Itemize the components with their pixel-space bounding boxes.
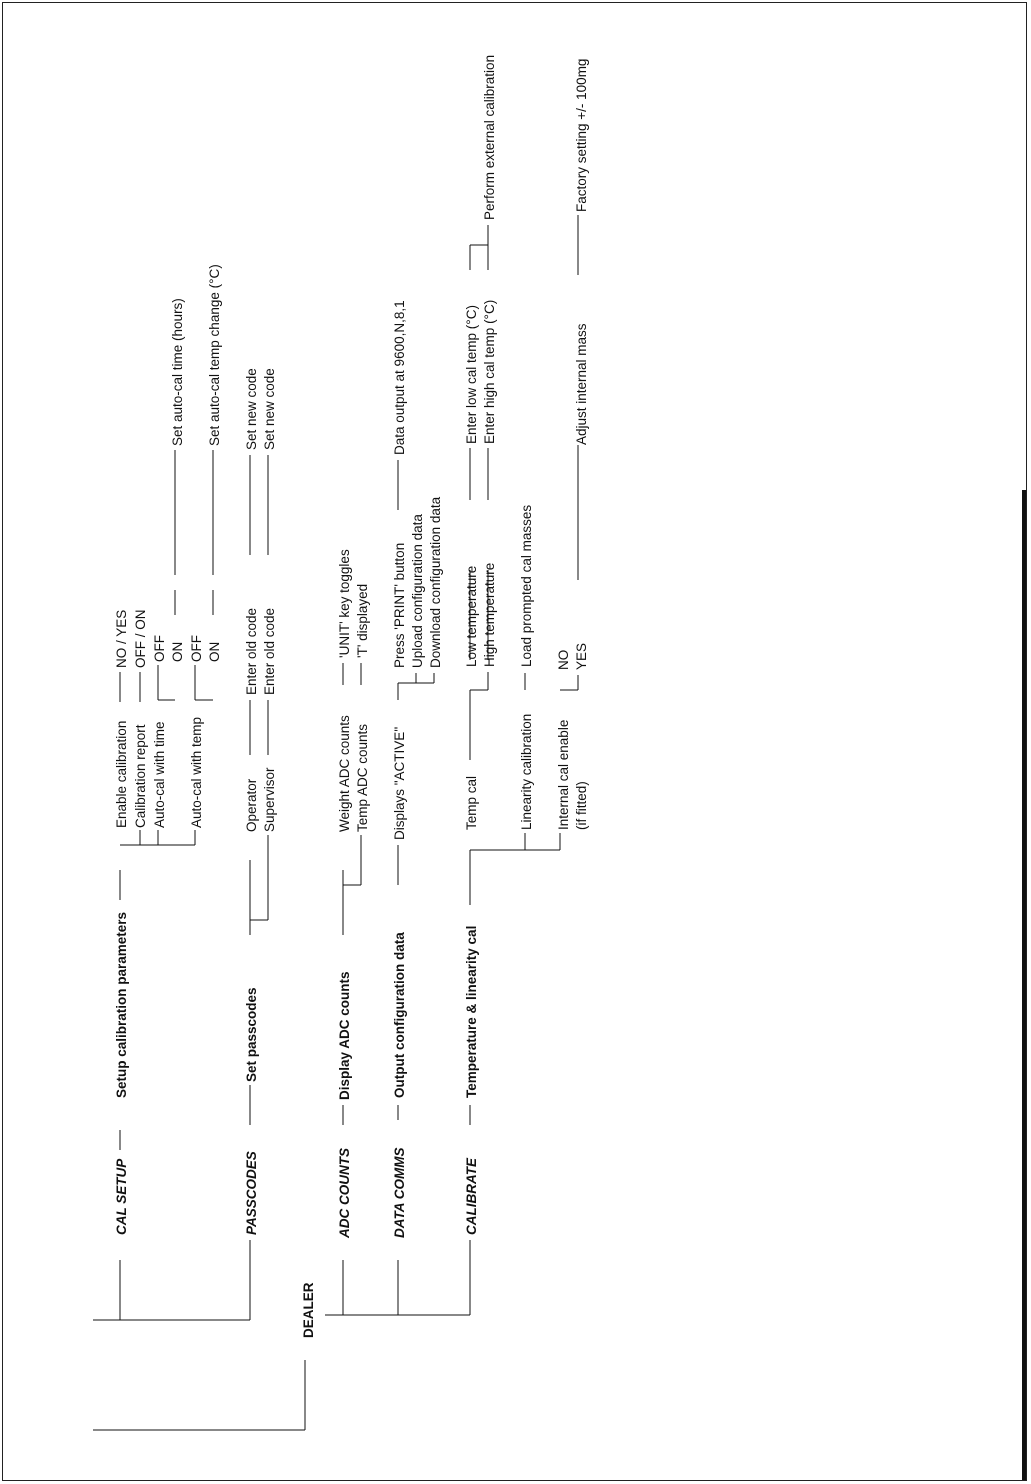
cal-setup-function-label: Setup calibration parameters bbox=[114, 911, 129, 1098]
if-fitted-label: (if fitted) bbox=[574, 781, 589, 830]
download-configuration-label: Download configuration data bbox=[428, 496, 443, 668]
calibrate-function-label: Temperature & linearity cal bbox=[464, 925, 479, 1098]
internal-no-option: NO bbox=[556, 649, 571, 670]
internal-cal-enable-label: Internal cal enable bbox=[556, 719, 571, 830]
cal-setup-menu-label: CAL SETUP bbox=[114, 1158, 129, 1235]
unit-key-toggles-note: 'UNIT' key toggles bbox=[337, 549, 352, 658]
data-comms-function-label: Output configuration data bbox=[392, 932, 407, 1098]
enter-low-cal-temp-label: Enter low cal temp (°C) bbox=[464, 305, 479, 444]
set-auto-cal-time-label: Set auto-cal time (hours) bbox=[170, 298, 185, 446]
passcodes-function-label: Set passcodes bbox=[244, 987, 259, 1082]
option-time-on: ON bbox=[170, 641, 185, 662]
adc-counts-function-label: Display ADC counts bbox=[337, 971, 352, 1100]
set-auto-cal-temp-change-label: Set auto-cal temp change (°C) bbox=[207, 264, 222, 446]
t-displayed-note: 'T' displayed bbox=[355, 583, 370, 658]
option-temp-on: ON bbox=[207, 641, 222, 662]
linearity-calibration-label: Linearity calibration bbox=[519, 713, 534, 830]
option-temp-off: OFF bbox=[189, 635, 204, 662]
upload-configuration-label: Upload configuration data bbox=[410, 514, 425, 668]
load-cal-masses-label: Load prompted cal masses bbox=[519, 504, 534, 667]
calibrate-menu-label: CALIBRATE bbox=[464, 1158, 479, 1235]
weight-adc-counts-label: Weight ADC counts bbox=[337, 715, 352, 832]
displays-active-label: Displays "ACTIVE" bbox=[392, 726, 407, 840]
option-off-on: OFF / ON bbox=[133, 609, 148, 668]
supervisor-enter-old-code: Enter old code bbox=[262, 607, 277, 695]
diagram-labels bbox=[114, 55, 589, 1338]
supervisor-label: Supervisor bbox=[262, 767, 277, 832]
root-dealer-label: DEALER bbox=[301, 1282, 316, 1338]
enable-calibration-label: Enable calibration bbox=[114, 720, 129, 828]
passcodes-menu-label: PASSCODES bbox=[244, 1151, 259, 1235]
low-temperature-label: Low temperature bbox=[464, 565, 479, 667]
auto-cal-temp-label: Auto-cal with temp bbox=[189, 716, 204, 828]
internal-yes-option: YES bbox=[574, 642, 589, 670]
calibration-report-label: Calibration report bbox=[133, 724, 148, 828]
adc-counts-menu-label: ADC COUNTS bbox=[337, 1148, 352, 1238]
perform-external-calibration-label: Perform external calibration bbox=[482, 54, 497, 220]
operator-enter-old-code: Enter old code bbox=[244, 607, 259, 695]
auto-cal-time-label: Auto-cal with time bbox=[152, 721, 167, 828]
option-no-yes: NO / YES bbox=[114, 609, 129, 668]
data-comms-menu-label: DATA COMMS bbox=[392, 1147, 407, 1238]
temp-adc-counts-label: Temp ADC counts bbox=[355, 723, 370, 832]
data-output-label: Data output at 9600,N,8,1 bbox=[392, 300, 407, 455]
temp-cal-label: Temp cal bbox=[464, 775, 479, 830]
factory-setting-label: Factory setting +/- 100mg bbox=[574, 58, 589, 212]
press-print-button-label: Press 'PRINT' button bbox=[392, 542, 407, 668]
high-temperature-label: High temperature bbox=[482, 562, 497, 667]
operator-label: Operator bbox=[244, 778, 259, 832]
enter-high-cal-temp-label: Enter high cal temp (°C) bbox=[482, 299, 497, 444]
supervisor-set-new-code: Set new code bbox=[262, 368, 277, 450]
option-time-off: OFF bbox=[152, 635, 167, 662]
operator-set-new-code: Set new code bbox=[244, 368, 259, 450]
adjust-internal-mass-label: Adjust internal mass bbox=[574, 323, 589, 445]
